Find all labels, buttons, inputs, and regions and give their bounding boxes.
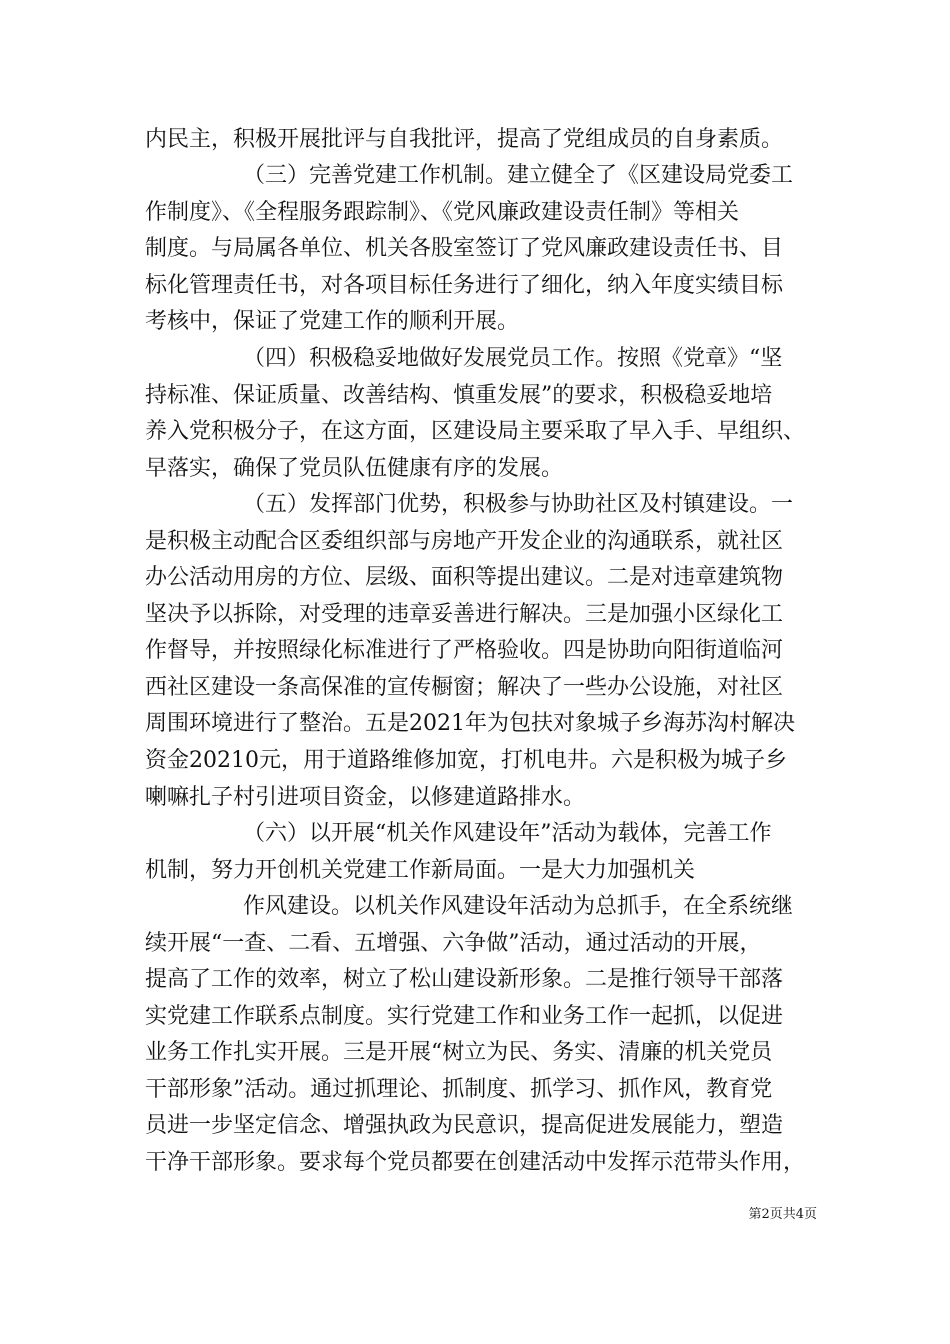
page-number-footer: 第2页共4页 bbox=[748, 1207, 817, 1222]
body-text-line: 干部形象”活动。通过抓理论、抓制度、抓学习、抓作风，教育党 bbox=[145, 1077, 773, 1102]
body-text-line: 作督导，并按照绿化标准进行了严格验收。四是协助向阳街道临河 bbox=[145, 638, 784, 663]
body-text-line: 周围环境进行了整治。五是2021年为包扶对象城子乡海苏沟村解决 bbox=[145, 711, 795, 736]
body-text-line: 持标准、保证质量、改善结构、慎重发展”的要求，积极稳妥地培 bbox=[145, 383, 773, 408]
body-text-line: 提高了工作的效率，树立了松山建设新形象。二是推行领导干部落 bbox=[145, 967, 784, 992]
body-text-line: 员进一步坚定信念、增强执政为民意识，提高促进发展能力，塑造 bbox=[145, 1113, 784, 1138]
body-text-line: 内民主，积极开展批评与自我批评，提高了党组成员的自身素质。 bbox=[145, 127, 784, 152]
body-text-line: 制度。与局属各单位、机关各股室签订了党风廉政建设责任书、目 bbox=[145, 236, 784, 261]
body-text-line: 标化管理责任书，对各项目标任务进行了细化，纳入年度实绩目标 bbox=[145, 273, 784, 298]
body-text-line: 坚决予以拆除，对受理的违章妥善进行解决。三是加强小区绿化工 bbox=[145, 602, 784, 627]
section-heading-line: （三）完善党建工作机制。建立健全了《区建设局党委工 bbox=[243, 163, 794, 188]
body-text-line: 早落实，确保了党员队伍健康有序的发展。 bbox=[145, 456, 564, 481]
body-text-line: 业务工作扎实开展。三是开展“树立为民、务实、清廉的机关党员 bbox=[145, 1040, 773, 1065]
body-text-line: 作制度》、《全程服务跟踪制》、《党风廉政建设责任制》等相关 bbox=[145, 200, 740, 225]
body-text-line: 养入党积极分子，在这方面，区建设局主要采取了早入手、早组织、 bbox=[145, 419, 806, 444]
body-text-line: 实党建工作联系点制度。实行党建工作和业务工作一起抓，以促进 bbox=[145, 1004, 784, 1029]
body-text-line: 喇嘛扎子村引进项目资金，以修建道路排水。 bbox=[145, 785, 586, 810]
body-text-line: 考核中，保证了党建工作的顺利开展。 bbox=[145, 309, 520, 334]
body-text-line: 干净干部形象。要求每个党员都要在创建活动中发挥示范带头作用， bbox=[145, 1150, 806, 1175]
section-heading-line: （六）以开展“机关作风建设年”活动为载体，完善工作 bbox=[243, 821, 772, 846]
section-heading-line: （四）积极稳妥地做好发展党员工作。按照《党章》“坚 bbox=[243, 346, 783, 371]
section-heading-line: （五）发挥部门优势，积极参与协助社区及村镇建设。一 bbox=[243, 492, 794, 517]
body-text-line: 作风建设。以机关作风建设年活动为总抓手，在全系统继 bbox=[243, 894, 794, 919]
body-text-line: 西社区建设一条高保准的宣传橱窗；解决了一些办公设施，对社区 bbox=[145, 675, 784, 700]
body-text-line: 资金20210元，用于道路维修加宽，打机电井。六是积极为城子乡 bbox=[145, 748, 787, 773]
body-text-line: 办公活动用房的方位、层级、面积等提出建议。二是对违章建筑物 bbox=[145, 565, 784, 590]
body-text-line: 机制，努力开创机关党建工作新局面。一是大力加强机关 bbox=[145, 858, 696, 883]
body-text-line: 续开展“一查、二看、五增强、六争做”活动，通过活动的开展， bbox=[145, 931, 762, 956]
body-text-line: 是积极主动配合区委组织部与房地产开发企业的沟通联系，就社区 bbox=[145, 529, 784, 554]
